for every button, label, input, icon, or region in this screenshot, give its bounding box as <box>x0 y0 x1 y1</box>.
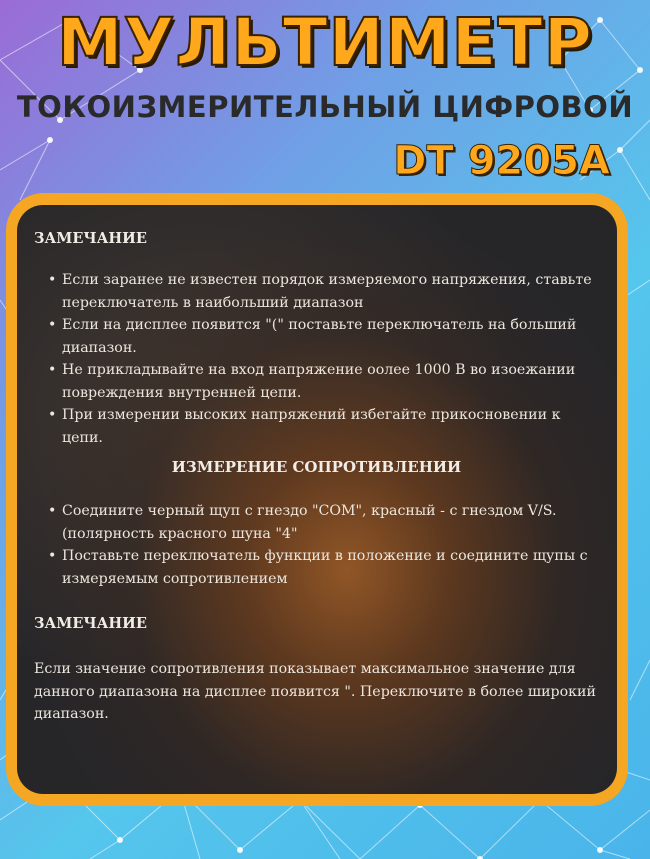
note-list-1 <box>34 269 599 449</box>
model-number: DT 9205A <box>393 138 610 184</box>
info-card-body <box>17 205 617 794</box>
list-item: • При измерении высоких напряжений избегайте прикосновении к цепи. <box>34 404 599 449</box>
resistance-list <box>34 500 599 590</box>
resistance-heading: ИЗМЕРЕНИЕ СОПРОТИВЛЕНИИ <box>171 458 462 476</box>
list-item: • Соедините черный щуп с гнездо "COM", красный - с гнездом V/S. (полярность красного шуна "4" <box>34 500 599 545</box>
list-item: • Если заранее не известен порядок измеряемого напряжения, ставьте переключатель в наибольший диапазон <box>34 269 599 314</box>
note-heading-2: ЗАМЕЧАНИЕ <box>34 615 147 632</box>
page-title: МУЛЬТИМЕТР <box>56 4 594 81</box>
list-item: • Если на дисплее появится "(" поставьте переключатель на больший диапазон. <box>34 314 599 359</box>
info-card <box>6 193 628 806</box>
note-paragraph-2: Если значение сопротивления показывает максимальное значение для данного диапазона на дисплее появится ". Переключите в более широкий диапазон. <box>34 661 596 722</box>
list-item: • Не прикладывайте на вход напряжение оолее 1000 В во изоежании повреждения внутренней цепи. <box>34 359 599 404</box>
note-heading-1: ЗАМЕЧАНИЕ <box>34 230 147 247</box>
list-item: • Поставьте переключатель функции в положение и соедините щупы с измеряемым сопротивлением <box>34 545 599 590</box>
page-subtitle: ТОКОИЗМЕРИТЕЛЬНЫЙ ЦИФРОВОЙ <box>16 90 634 124</box>
